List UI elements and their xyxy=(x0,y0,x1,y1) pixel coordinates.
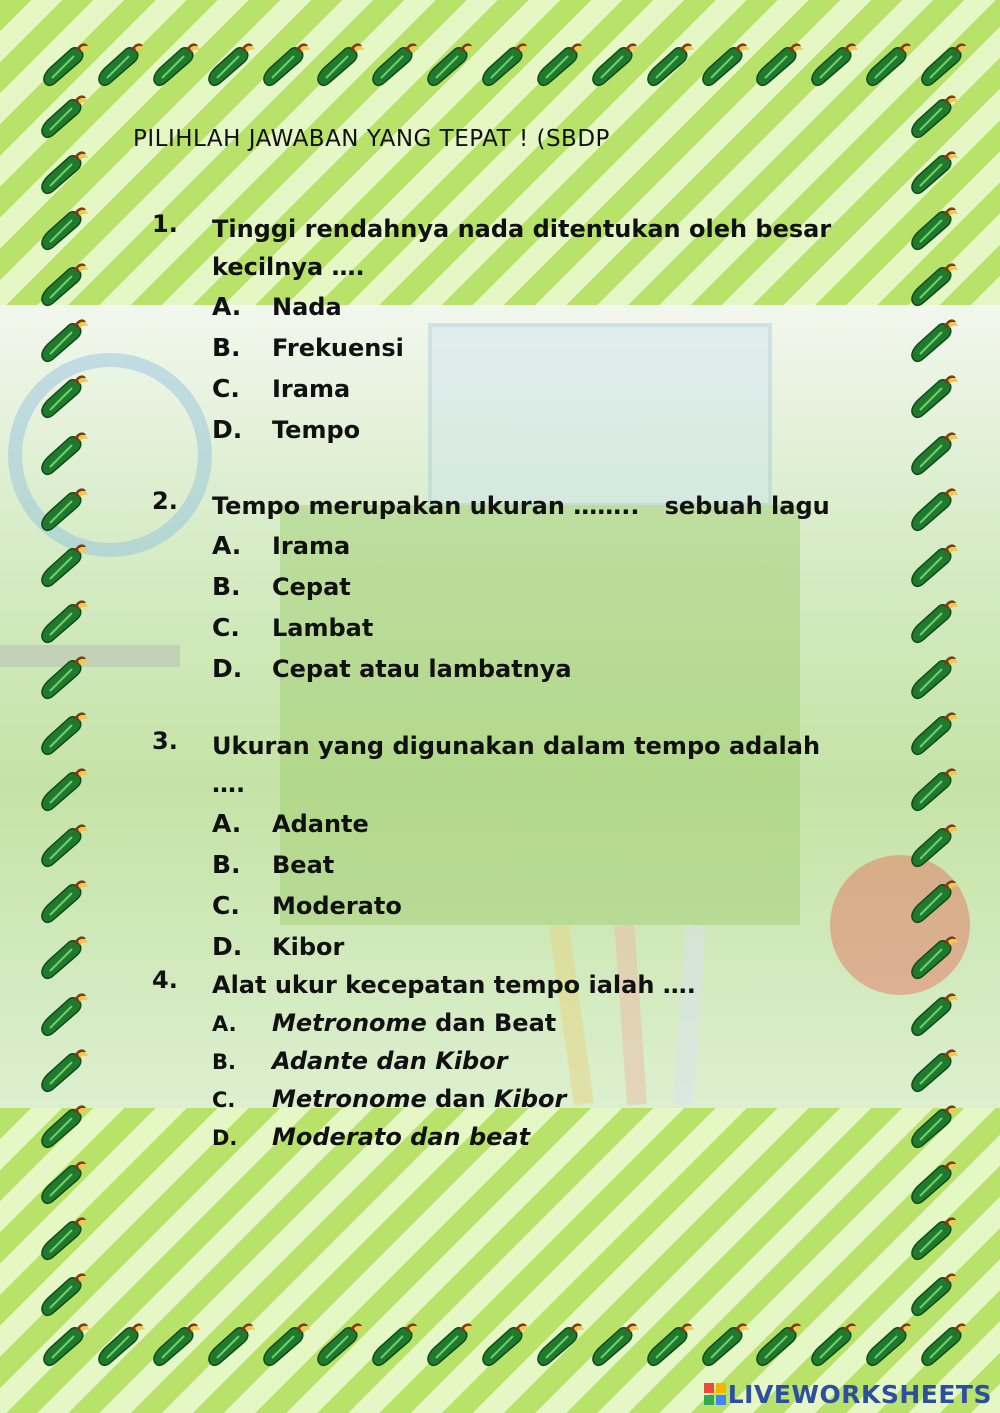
option-text: dan xyxy=(426,1085,494,1113)
cucumber-border-left xyxy=(38,90,98,1320)
cucumber-icon xyxy=(38,1156,90,1208)
cucumber-icon xyxy=(38,1268,90,1320)
cucumber-icon xyxy=(534,1318,586,1370)
cucumber-border-top xyxy=(40,38,970,98)
cucumber-icon xyxy=(908,1156,960,1208)
cucumber-border-bottom xyxy=(40,1318,970,1378)
option-letter: A. xyxy=(212,809,242,838)
option-letter: D. xyxy=(212,415,243,444)
option-letter: D. xyxy=(212,1126,238,1150)
cucumber-icon xyxy=(38,1044,90,1096)
cucumber-icon xyxy=(38,90,90,142)
cucumber-icon xyxy=(38,763,90,815)
cucumber-icon xyxy=(150,1318,202,1370)
cucumber-icon xyxy=(38,539,90,591)
question-number: 2. xyxy=(152,487,178,515)
cucumber-icon xyxy=(40,1318,92,1370)
cucumber-icon xyxy=(38,595,90,647)
question-2 xyxy=(152,487,832,689)
cucumber-icon xyxy=(908,483,960,535)
cucumber-icon xyxy=(908,1212,960,1264)
cucumber-icon xyxy=(205,1318,257,1370)
option-letter: C. xyxy=(212,891,240,920)
option-text: Lambat xyxy=(272,614,374,642)
option-d[interactable] xyxy=(212,409,832,450)
option-c[interactable] xyxy=(212,607,832,648)
option-letter: D. xyxy=(212,654,243,683)
cucumber-icon xyxy=(908,651,960,703)
cucumber-icon xyxy=(918,1318,970,1370)
cucumber-icon xyxy=(369,38,421,90)
question-text: Alat ukur kecepatan tempo ialah …. xyxy=(212,971,696,999)
question-text: Ukuran yang digunakan dalam tempo adalah …. xyxy=(212,732,821,798)
cucumber-icon xyxy=(908,539,960,591)
question-text-line: Tinggi rendahnya nada ditentukan oleh besar xyxy=(212,215,832,243)
cucumber-icon xyxy=(38,1212,90,1264)
option-letter: B. xyxy=(212,572,241,601)
cucumber-icon xyxy=(753,1318,805,1370)
cucumber-border-right xyxy=(908,90,968,1320)
cucumber-icon xyxy=(908,427,960,479)
option-d[interactable] xyxy=(212,648,832,689)
cucumber-icon xyxy=(644,1318,696,1370)
cucumber-icon xyxy=(424,38,476,90)
option-text: Beat xyxy=(272,851,335,879)
question-4 xyxy=(152,966,832,1156)
option-d[interactable] xyxy=(212,1118,832,1156)
option-letter: A. xyxy=(212,1012,237,1036)
option-letter: B. xyxy=(212,1050,236,1074)
cucumber-icon xyxy=(863,38,915,90)
question-number: 3. xyxy=(152,727,178,755)
option-letter: B. xyxy=(212,333,241,362)
liveworksheets-brand[interactable] xyxy=(704,1380,992,1409)
cucumber-icon xyxy=(38,146,90,198)
worksheet-title: PILIHLAH JAWABAN YANG TEPAT ! (SBDP xyxy=(133,126,610,152)
option-letter: C. xyxy=(212,613,240,642)
option-c[interactable] xyxy=(212,368,832,409)
option-text: Cepat atau lambatnya xyxy=(272,655,572,683)
option-text: Kibor xyxy=(272,933,345,961)
question-number: 4. xyxy=(152,966,178,994)
option-text-italic: Adante dan Kibor xyxy=(272,1047,508,1075)
cucumber-icon xyxy=(808,38,860,90)
cucumber-icon xyxy=(589,1318,641,1370)
option-letter: A. xyxy=(212,531,242,560)
option-c[interactable] xyxy=(212,1080,832,1118)
cucumber-icon xyxy=(38,707,90,759)
cucumber-icon xyxy=(699,38,751,90)
cucumber-icon xyxy=(644,38,696,90)
option-a[interactable] xyxy=(212,1004,832,1042)
liveworksheets-logo-icon xyxy=(704,1383,726,1405)
option-b[interactable] xyxy=(212,327,832,368)
option-text: Nada xyxy=(272,293,342,321)
cucumber-icon xyxy=(908,819,960,871)
cucumber-icon xyxy=(38,819,90,871)
cucumber-icon xyxy=(38,651,90,703)
option-a[interactable] xyxy=(212,803,832,844)
cucumber-icon xyxy=(908,595,960,647)
cucumber-icon xyxy=(424,1318,476,1370)
cucumber-icon xyxy=(95,1318,147,1370)
option-text-italic: Metronome xyxy=(272,1009,427,1037)
cucumber-icon xyxy=(38,314,90,366)
option-text: Cepat xyxy=(272,573,351,601)
option-text: Irama xyxy=(272,375,351,403)
cucumber-icon xyxy=(908,90,960,142)
cucumber-icon xyxy=(314,38,366,90)
cucumber-icon xyxy=(908,931,960,983)
cucumber-icon xyxy=(908,314,960,366)
cucumber-icon xyxy=(699,1318,751,1370)
option-letter: C. xyxy=(212,1088,236,1112)
cucumber-icon xyxy=(38,875,90,927)
cucumber-icon xyxy=(908,763,960,815)
question-number: 1. xyxy=(152,210,178,238)
option-text: Tempo xyxy=(272,416,361,444)
option-letter: C. xyxy=(212,374,240,403)
option-a[interactable] xyxy=(212,525,832,566)
cucumber-icon xyxy=(260,38,312,90)
option-text: Adante xyxy=(272,810,369,838)
cucumber-icon xyxy=(589,38,641,90)
question-text: Tempo merupakan ukuran …….. sebuah lagu xyxy=(212,492,830,520)
cucumber-icon xyxy=(908,202,960,254)
option-text-italic: Moderato dan beat xyxy=(272,1123,531,1151)
cucumber-icon xyxy=(479,38,531,90)
option-d[interactable] xyxy=(212,926,832,967)
cucumber-icon xyxy=(908,1100,960,1152)
cucumber-icon xyxy=(808,1318,860,1370)
option-text: Frekuensi xyxy=(272,334,404,362)
cucumber-icon xyxy=(38,988,90,1040)
cucumber-icon xyxy=(38,202,90,254)
option-text: Moderato xyxy=(272,892,402,920)
cucumber-icon xyxy=(908,875,960,927)
option-b[interactable] xyxy=(212,566,832,607)
option-letter: D. xyxy=(212,932,243,961)
cucumber-icon xyxy=(40,38,92,90)
cucumber-icon xyxy=(369,1318,421,1370)
cucumber-icon xyxy=(863,1318,915,1370)
cucumber-icon xyxy=(753,38,805,90)
cucumber-icon xyxy=(534,38,586,90)
cucumber-icon xyxy=(918,38,970,90)
cucumber-icon xyxy=(260,1318,312,1370)
option-letter: A. xyxy=(212,292,242,321)
question-3 xyxy=(152,727,832,967)
cucumber-icon xyxy=(908,146,960,198)
question-text xyxy=(212,210,832,286)
cucumber-icon xyxy=(38,370,90,422)
cucumber-icon xyxy=(38,427,90,479)
option-text-italic: Metronome xyxy=(272,1085,427,1113)
option-letter: B. xyxy=(212,850,241,879)
cucumber-icon xyxy=(205,38,257,90)
cucumber-icon xyxy=(95,38,147,90)
option-c[interactable] xyxy=(212,885,832,926)
cucumber-icon xyxy=(314,1318,366,1370)
cucumber-icon xyxy=(908,258,960,310)
option-text: Irama xyxy=(272,532,351,560)
cucumber-icon xyxy=(38,1100,90,1152)
cucumber-icon xyxy=(150,38,202,90)
option-text: dan Beat xyxy=(426,1009,557,1037)
cucumber-icon xyxy=(479,1318,531,1370)
cucumber-icon xyxy=(908,1268,960,1320)
option-b[interactable] xyxy=(212,1042,832,1080)
cucumber-icon xyxy=(908,988,960,1040)
cucumber-icon xyxy=(38,931,90,983)
cucumber-icon xyxy=(908,370,960,422)
option-a[interactable] xyxy=(212,286,832,327)
cucumber-icon xyxy=(38,258,90,310)
question-text-line: kecilnya …. xyxy=(212,253,365,281)
brand-text: LIVEWORKSHEETS xyxy=(727,1380,992,1409)
option-text-italic: Kibor xyxy=(494,1085,567,1113)
question-1 xyxy=(152,210,832,450)
cucumber-icon xyxy=(908,707,960,759)
cucumber-icon xyxy=(38,483,90,535)
cucumber-icon xyxy=(908,1044,960,1096)
option-b[interactable] xyxy=(212,844,832,885)
